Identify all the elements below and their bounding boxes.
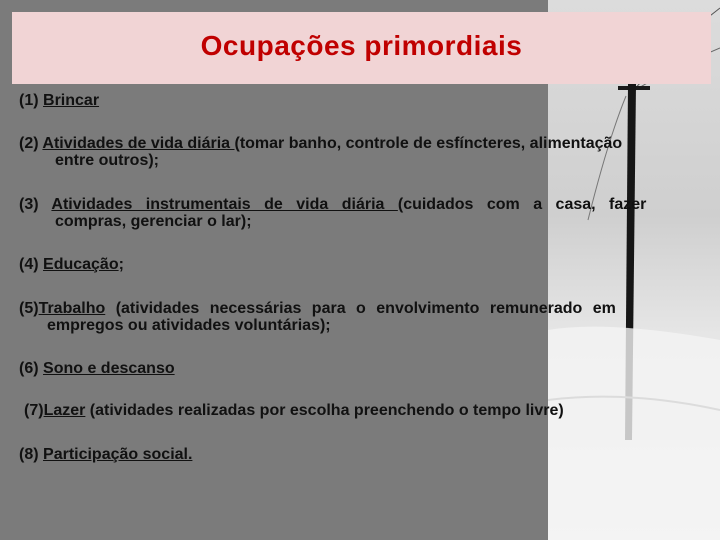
- list-item: [19, 92, 700, 109]
- item-number: (8): [19, 446, 39, 463]
- item-description-continued: compras, gerenciar o lar);: [55, 213, 252, 230]
- item-number: (7): [24, 402, 44, 419]
- list-item: [19, 256, 700, 273]
- item-description: (atividades necessárias para o envolvimento remunerado em: [105, 300, 616, 317]
- page-title: Ocupações primordiais: [200, 30, 523, 61]
- item-term: Brincar: [43, 92, 100, 109]
- item-number: (4): [19, 256, 39, 273]
- item-term: Atividades de vida diária: [42, 135, 235, 152]
- item-description: (cuidados com a casa, fazer: [397, 196, 647, 213]
- item-term: Atividades instrumentais de vida diária: [51, 196, 398, 213]
- list-item: [19, 360, 700, 377]
- title-banner: [12, 12, 711, 84]
- item-number: (3): [19, 196, 39, 213]
- item-description-continued: empregos ou atividades voluntárias);: [47, 317, 331, 334]
- item-number: (2): [19, 135, 39, 152]
- item-number: (5): [19, 300, 39, 317]
- item-number: (6): [19, 360, 39, 377]
- item-description: ;: [118, 256, 124, 273]
- list-item: [19, 135, 700, 169]
- list-item: [19, 300, 700, 334]
- list-item: [19, 196, 700, 230]
- item-description: (atividades realizadas por escolha preenchendo o tempo livre): [85, 402, 564, 419]
- item-term: Educação: [43, 256, 119, 273]
- item-description-continued: entre outros);: [55, 152, 159, 169]
- item-term: Sono e descanso: [43, 360, 175, 377]
- item-number: (1): [19, 92, 39, 109]
- item-term: Lazer: [43, 402, 86, 419]
- item-term: Participação social.: [43, 446, 193, 463]
- list-item: [24, 402, 705, 419]
- item-description: (tomar banho, controle de esfíncteres, alimentação: [234, 135, 623, 152]
- item-term: Trabalho: [38, 300, 106, 317]
- list-item: [19, 446, 700, 463]
